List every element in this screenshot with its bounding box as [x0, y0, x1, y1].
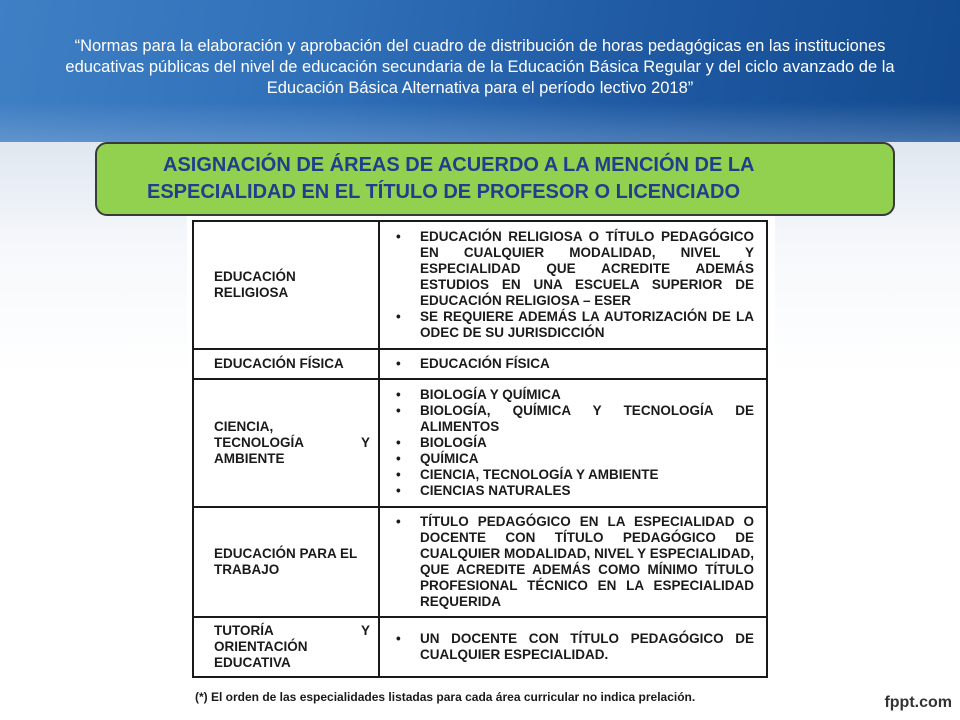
watermark-logo: fppt.com: [884, 694, 952, 711]
area-cell: [193, 507, 379, 617]
table-row: [193, 221, 767, 349]
specialties-cell: [379, 617, 767, 677]
header-banner: [0, 0, 960, 142]
section-heading-line-2: ESPECIALIDAD EN EL TÍTULO DE PROFESOR O LICENCIADO: [147, 181, 741, 203]
area-name: EDUCACIÓN PARA EL TRABAJO: [214, 546, 358, 577]
list-item: • UN DOCENTE CON TÍTULO PEDAGÓGICO DE CUALQUIER ESPECIALIDAD.: [394, 631, 754, 663]
table-footnote: (*) El orden de las especialidades listadas para cada área curricular no indica prelación.: [195, 690, 696, 704]
area-name: EDUCACIÓN FÍSICA: [214, 356, 344, 371]
list-item: • BIOLOGÍA: [394, 435, 754, 451]
area-name: EDUCACIÓN RELIGIOSA: [214, 269, 296, 300]
area-name-part: CIENCIA, TECNOLOGÍA: [214, 419, 304, 450]
specialties-list: [394, 356, 754, 372]
document-scan: [187, 216, 775, 716]
list-item: • TÍTULO PEDAGÓGICO EN LA ESPECIALIDAD O DOCENTE CON TÍTULO PEDAGÓGICO DE CUALQUIER MODALIDAD, NIVEL Y ESPECIALIDAD, QUE ACREDITE ADEMÁS COMO MÍNIMO TÍTULO PROFESIONAL TÉCNICO EN LA ESPECIALIDAD REQUERIDA: [394, 514, 754, 610]
list-item: • BIOLOGÍA, QUÍMICA Y TECNOLOGÍA DE ALIMENTOS: [394, 403, 754, 435]
list-item: • BIOLOGÍA Y QUÍMICA: [394, 387, 754, 403]
specialties-cell: [379, 507, 767, 617]
area-cell: [193, 617, 379, 677]
specialties-cell: [379, 349, 767, 379]
area-cell: [193, 349, 379, 379]
list-item: • CIENCIA, TECNOLOGÍA Y AMBIENTE: [394, 467, 754, 483]
list-item: • SE REQUIERE ADEMÁS LA AUTORIZACIÓN DE LA ODEC DE SU JURISDICCIÓN: [394, 309, 754, 341]
table-row: [193, 507, 767, 617]
section-heading: [97, 152, 897, 206]
table-row: [193, 617, 767, 677]
table-row: [193, 379, 767, 507]
area-name-line: [214, 419, 370, 451]
list-item: • QUÍMICA: [394, 451, 754, 467]
specialties-cell: [379, 221, 767, 349]
list-item: • EDUCACIÓN RELIGIOSA O TÍTULO PEDAGÓGICO EN CUALQUIER MODALIDAD, NIVEL Y ESPECIALIDAD QUE ACREDITE ADEMÁS ESTUDIOS EN UNA ESCUELA SUPERIOR DE EDUCACIÓN RELIGIOSA – ESER: [394, 229, 754, 309]
specialties-list: [394, 387, 754, 499]
section-heading-box: [95, 142, 895, 216]
specialties-cell: [379, 379, 767, 507]
area-name-part: AMBIENTE: [214, 451, 285, 466]
area-name-line: [214, 623, 370, 639]
area-name-part: ORIENTACIÓN EDUCATIVA: [214, 639, 308, 670]
table-row: [193, 349, 767, 379]
area-name-part: Y: [360, 435, 370, 450]
area-name-part: TUTORÍA: [214, 623, 274, 638]
area-name-part: Y: [360, 623, 370, 638]
area-cell: [193, 221, 379, 349]
specialties-list: [394, 229, 754, 341]
section-heading-line-1: ASIGNACIÓN DE ÁREAS DE ACUERDO A LA MENCIÓN DE LA: [163, 154, 755, 176]
header-quote: “Normas para la elaboración y aprobación del cuadro de distribución de horas pedagógicas en las instituciones educativas públicas del nivel de educación secundaria de la Educación Básica Regular y del ciclo avanzado de la Educación Básica Alternativa para el período lectivo 2018”: [65, 37, 895, 97]
specialties-list: [394, 514, 754, 610]
areas-table: [192, 220, 768, 678]
specialties-list: [394, 631, 754, 663]
list-item: • EDUCACIÓN FÍSICA: [394, 356, 754, 372]
area-cell: [193, 379, 379, 507]
list-item: • CIENCIAS NATURALES: [394, 483, 754, 499]
